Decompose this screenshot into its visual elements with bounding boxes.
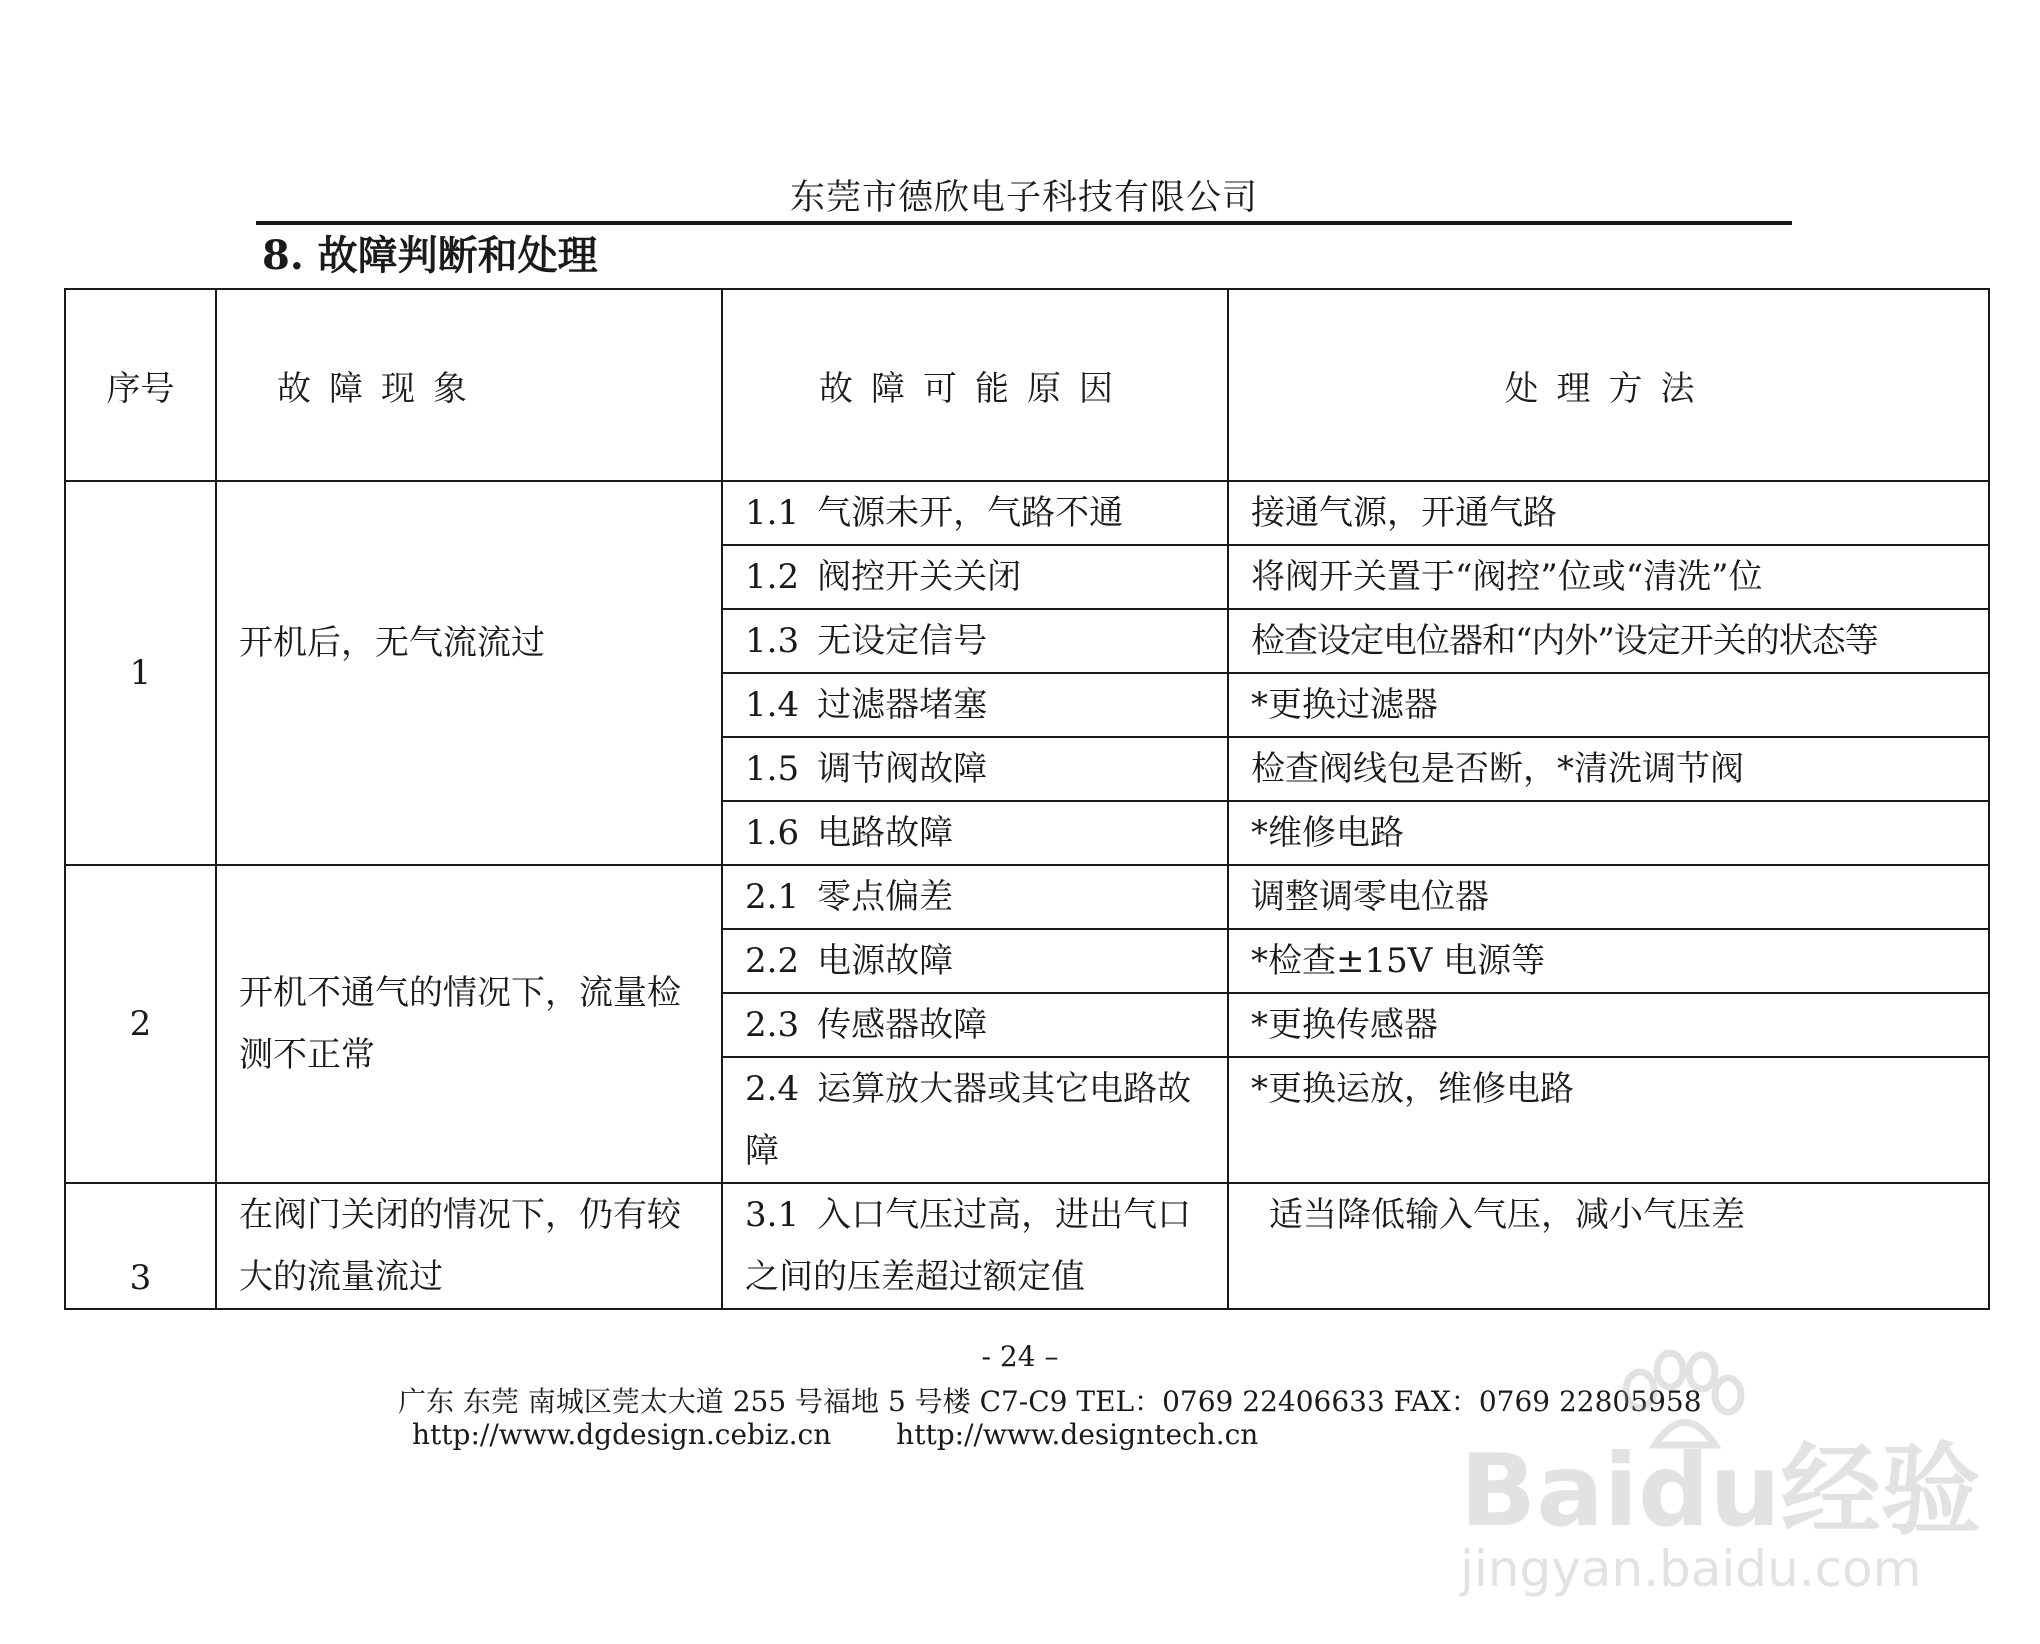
method-cell: *更换过滤器 <box>1228 673 1989 737</box>
method-cell: 检查设定电位器和“内外”设定开关的状态等 <box>1228 609 1989 673</box>
cause-number: 1.3 <box>745 621 800 661</box>
cause-text: 运算放大器或其它电路故障 <box>745 1069 1192 1171</box>
header-method: 处理方法 <box>1228 289 1989 481</box>
header-cause: 故障可能原因 <box>722 289 1228 481</box>
cause-number: 1.6 <box>745 813 800 853</box>
table-header-row <box>65 289 1989 481</box>
cause-text: 气源未开，气路不通 <box>817 493 1124 533</box>
watermark-brand: Baidu经验 <box>1460 1432 1981 1549</box>
method-cell: *检查±15V 电源等 <box>1228 929 1989 993</box>
cause-text: 电路故障 <box>817 813 954 853</box>
method-cell: *更换传感器 <box>1228 993 1989 1057</box>
table-row <box>65 865 1989 929</box>
cause-number: 2.1 <box>745 877 800 917</box>
cause-number: 2.3 <box>745 1005 800 1045</box>
method-cell: 适当降低输入气压，减小气压差 <box>1228 1183 1989 1309</box>
footer-address: 广东 东莞 南城区莞太大道 255 号福地 5 号楼 C7-C9 TEL：0769 22406633 FAX：0769 22805958 <box>398 1385 1702 1418</box>
cause-number: 2.4 <box>745 1069 800 1109</box>
cause-number: 1.1 <box>745 493 800 533</box>
cause-text: 过滤器堵塞 <box>817 685 988 725</box>
cause-cell <box>722 929 1228 993</box>
baidu-watermark <box>1460 1370 2020 1610</box>
page-number: - 24 – <box>981 1340 1059 1373</box>
fault-table <box>64 288 1990 1310</box>
footer-websites <box>412 1418 1258 1451</box>
symptom-cell: 开机后，无气流流过 <box>216 481 722 865</box>
cause-number: 2.2 <box>745 941 800 981</box>
table-row <box>65 1183 1989 1309</box>
cause-text: 入口气压过高，进出气口之间的压差超过额定值 <box>745 1195 1192 1297</box>
method-cell: 检查阀线包是否断，*清洗调节阀 <box>1228 737 1989 801</box>
seq-cell: 3 <box>65 1183 216 1309</box>
symptom-cell: 开机不通气的情况下，流量检测不正常 <box>216 865 722 1183</box>
table-row <box>65 481 1989 545</box>
cause-cell <box>722 1057 1228 1183</box>
method-cell: *更换运放，维修电路 <box>1228 1057 1989 1183</box>
method-cell: 将阀开关置于“阀控”位或“清洗”位 <box>1228 545 1989 609</box>
method-cell: 接通气源，开通气路 <box>1228 481 1989 545</box>
method-cell: *维修电路 <box>1228 801 1989 865</box>
cause-number: 1.4 <box>745 685 800 725</box>
cause-cell <box>722 993 1228 1057</box>
cause-text: 调节阀故障 <box>817 749 988 789</box>
header-seq: 序号 <box>65 289 216 481</box>
cause-text: 零点偏差 <box>817 877 954 917</box>
cause-cell <box>722 865 1228 929</box>
header-symptom: 故障现象 <box>216 289 722 481</box>
company-name: 东莞市德欣电子科技有限公司 <box>789 178 1258 218</box>
cause-cell <box>722 673 1228 737</box>
cause-text: 传感器故障 <box>817 1005 988 1045</box>
seq-cell: 1 <box>65 481 216 865</box>
cause-cell <box>722 545 1228 609</box>
website-link[interactable]: http://www.dgdesign.cebiz.cn <box>412 1418 832 1451</box>
cause-number: 1.2 <box>745 557 800 597</box>
website-link[interactable]: http://www.designtech.cn <box>896 1418 1259 1451</box>
header-rule <box>256 221 1792 225</box>
section-title: 8. 故障判断和处理 <box>262 232 598 279</box>
cause-text: 阀控开关关闭 <box>817 557 1022 597</box>
cause-text: 电源故障 <box>817 941 954 981</box>
cause-number: 3.1 <box>745 1195 800 1235</box>
cause-text: 无设定信号 <box>817 621 988 661</box>
cause-cell <box>722 481 1228 545</box>
seq-cell: 2 <box>65 865 216 1183</box>
cause-cell <box>722 1183 1228 1309</box>
cause-cell <box>722 737 1228 801</box>
symptom-cell: 在阀门关闭的情况下，仍有较大的流量流过 <box>216 1183 722 1309</box>
cause-cell <box>722 801 1228 865</box>
method-cell: 调整调零电位器 <box>1228 865 1989 929</box>
cause-number: 1.5 <box>745 749 800 789</box>
watermark-url: jingyan.baidu.com <box>1460 1540 1922 1598</box>
cause-cell <box>722 609 1228 673</box>
